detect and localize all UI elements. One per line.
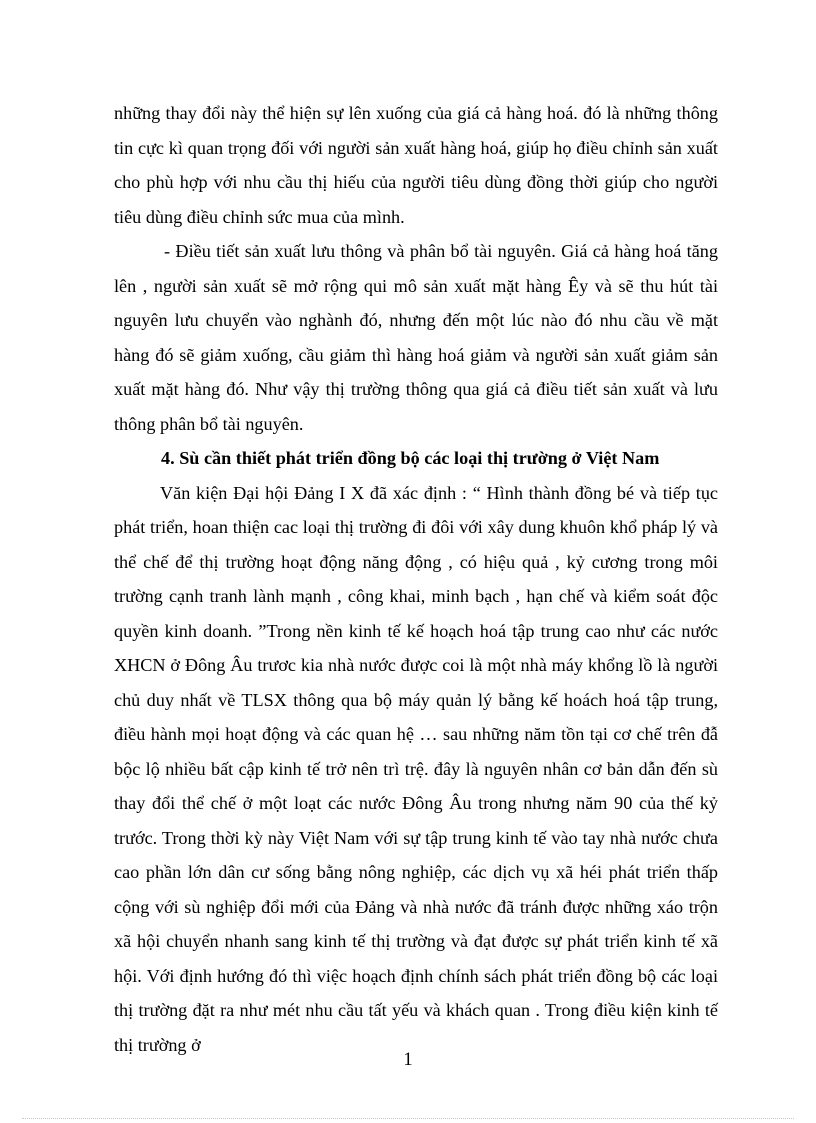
footer-divider bbox=[22, 1118, 794, 1119]
section-heading: 4. Sù cần thiết phát triển đồng bộ các loại thị trường ở Việt Nam bbox=[161, 448, 660, 468]
paragraph-resource-allocation: - Điều tiết sản xuất lưu thông và phân bổ tài nguyên. Giá cả hàng hoá tăng lên , người sản xuất sẽ mở rộng qui mô sản xuất mặt hàng Êy và sẽ thu hút tài nguyên lưu chuyển vào nghành đó, nhưng đến một lúc nào đó nhu cầu về mặt hàng đó sẽ giảm xuống, cầu giảm thì hàng hoá giảm và người sản xuất giảm sản xuất mặt hàng đó. Như vậy thị trường thông qua giá cả điều tiết sản xuất và lưu thông phân bổ tài nguyên. bbox=[114, 241, 718, 434]
document-body bbox=[114, 96, 718, 1062]
paragraph-price-signals: những thay đổi này thể hiện sự lên xuống của giá cả hàng hoá. đó là những thông tin cực kì quan trọng đối với người sản xuất hàng hoá, giúp họ điều chỉnh sản xuất cho phù hợp với nhu cầu thị hiếu của người tiêu dùng đồng thời giúp cho người tiêu dùng điều chỉnh sức mua của mình. bbox=[114, 103, 718, 227]
paragraph-party-congress: Văn kiện Đại hội Đảng I X đã xác định : “ Hình thành đồng bé và tiếp tục phát triển, hoan thiện cac loại thị trường đi đôi với xây dung khuôn khổ pháp lý và thể chế để thị trường hoạt động năng động , có hiệu quả , kỷ cương trong môi trường cạnh tranh lành mạnh , công khai, minh bạch , hạn chế và kiểm soát độc quyền kinh doanh. ”Trong nền kinh tế kế hoạch hoá tập trung cao như các nước XHCN ở Đông Âu trươc kia nhà nước được coi là một nhà máy khổng lồ là người chủ duy nhất về TLSX thông qua bộ máy quản lý bằng kế hoách hoá tập trung, điều hành mọi hoạt động và các quan hệ … sau những năm tồn tại cơ chế trên đẫ bộc lộ nhiều bất cập kinh tế trở nên trì trệ. đây là nguyên nhân cơ bản dẫn đến sù thay đổi thể chế ở một loạt các nước Đông Âu trong nhưng năm 90 của thế kỷ trước. Trong thời kỳ này Việt Nam với sự tập trung kinh tế vào tay nhà nước chưa cao phần lớn dân cư sống bằng nông nghiệp, các dịch vụ xã héi phát triển thấp cộng với sù nghiệp đổi mới của Đảng và nhà nước đã tránh được những xáo trộn xã hội chuyển nhanh sang kinh tế thị trường và đạt được sự phát triển kinh tế xã hội. Với định hướng đó thì việc hoạch định chính sách phát triển đồng bộ các loại thị trường đặt ra như mét nhu cầu tất yếu và khách quan . Trong điều kiện kinh tế thị trường ở bbox=[114, 482, 718, 1055]
page-number: 1 bbox=[403, 1050, 413, 1070]
